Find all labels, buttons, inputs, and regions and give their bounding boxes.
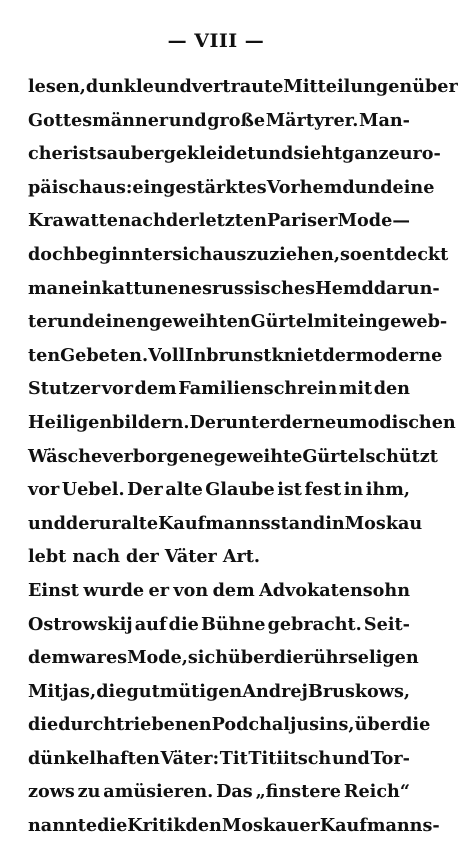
text-line: Stutzer vor dem Familienschrein mit den	[28, 378, 410, 400]
text-line: Krawatte nach der letzten Pariser Mode —	[28, 210, 410, 232]
text-line: Gottesmänner und große Märtyrer. Man-	[28, 109, 410, 131]
text-line: päisch aus: ein gestärktes Vorhemd und eine	[28, 176, 435, 198]
text-line: doch beginnt er sich auszuziehen, so entdeckt	[28, 243, 449, 265]
text-line: nannte die Kritik den Moskauer Kaufmanns-	[28, 815, 440, 837]
text-line: Wäsche verborgene geweihte Gürtel schützt	[28, 445, 438, 467]
text-line: dünkelhaften Väter: Tit Titiitsch und Tor-	[28, 747, 410, 769]
text-line: vor Uebel. Der alte Glaube ist fest in ihm,	[28, 479, 410, 501]
text-line: lebt nach der Väter Art.	[28, 546, 260, 568]
text-line: cher ist sauber gekleidet und sieht ganz euro-	[28, 143, 441, 165]
text-line: Mitjas, die gutmütigen Andrej Bruskows,	[28, 680, 410, 702]
text-line: lesen, dunkle und vertraute Mitteilungen über	[28, 76, 458, 97]
body-text	[28, 70, 458, 843]
text-line: man ein kattunenes russisches Hemd darun-	[28, 277, 440, 299]
text-line: dem war es Mode, sich über die rührseligen	[28, 647, 419, 669]
text-line: Heiligenbildern. Der unter der neumodischen	[28, 411, 456, 433]
page-number-header: — VIII —	[167, 30, 265, 52]
text-line: und der uralte Kaufmannsstand in Moskau	[28, 512, 423, 534]
text-line: ter und einen geweihten Gürtel mit eingeweb-	[28, 311, 448, 333]
text-line: die durchtriebenen Podchaljusins, über die	[28, 714, 431, 736]
text-line: zows zu amüsieren. Das „finstere Reich“	[28, 781, 410, 803]
text-line: Einst wurde er von dem Advokatensohn	[28, 579, 410, 601]
text-line: ten Gebeten. Voll Inbrunst kniet der moderne	[28, 344, 443, 366]
text-line: Ostrowskij auf die Bühne gebracht. Seit-	[28, 613, 410, 635]
